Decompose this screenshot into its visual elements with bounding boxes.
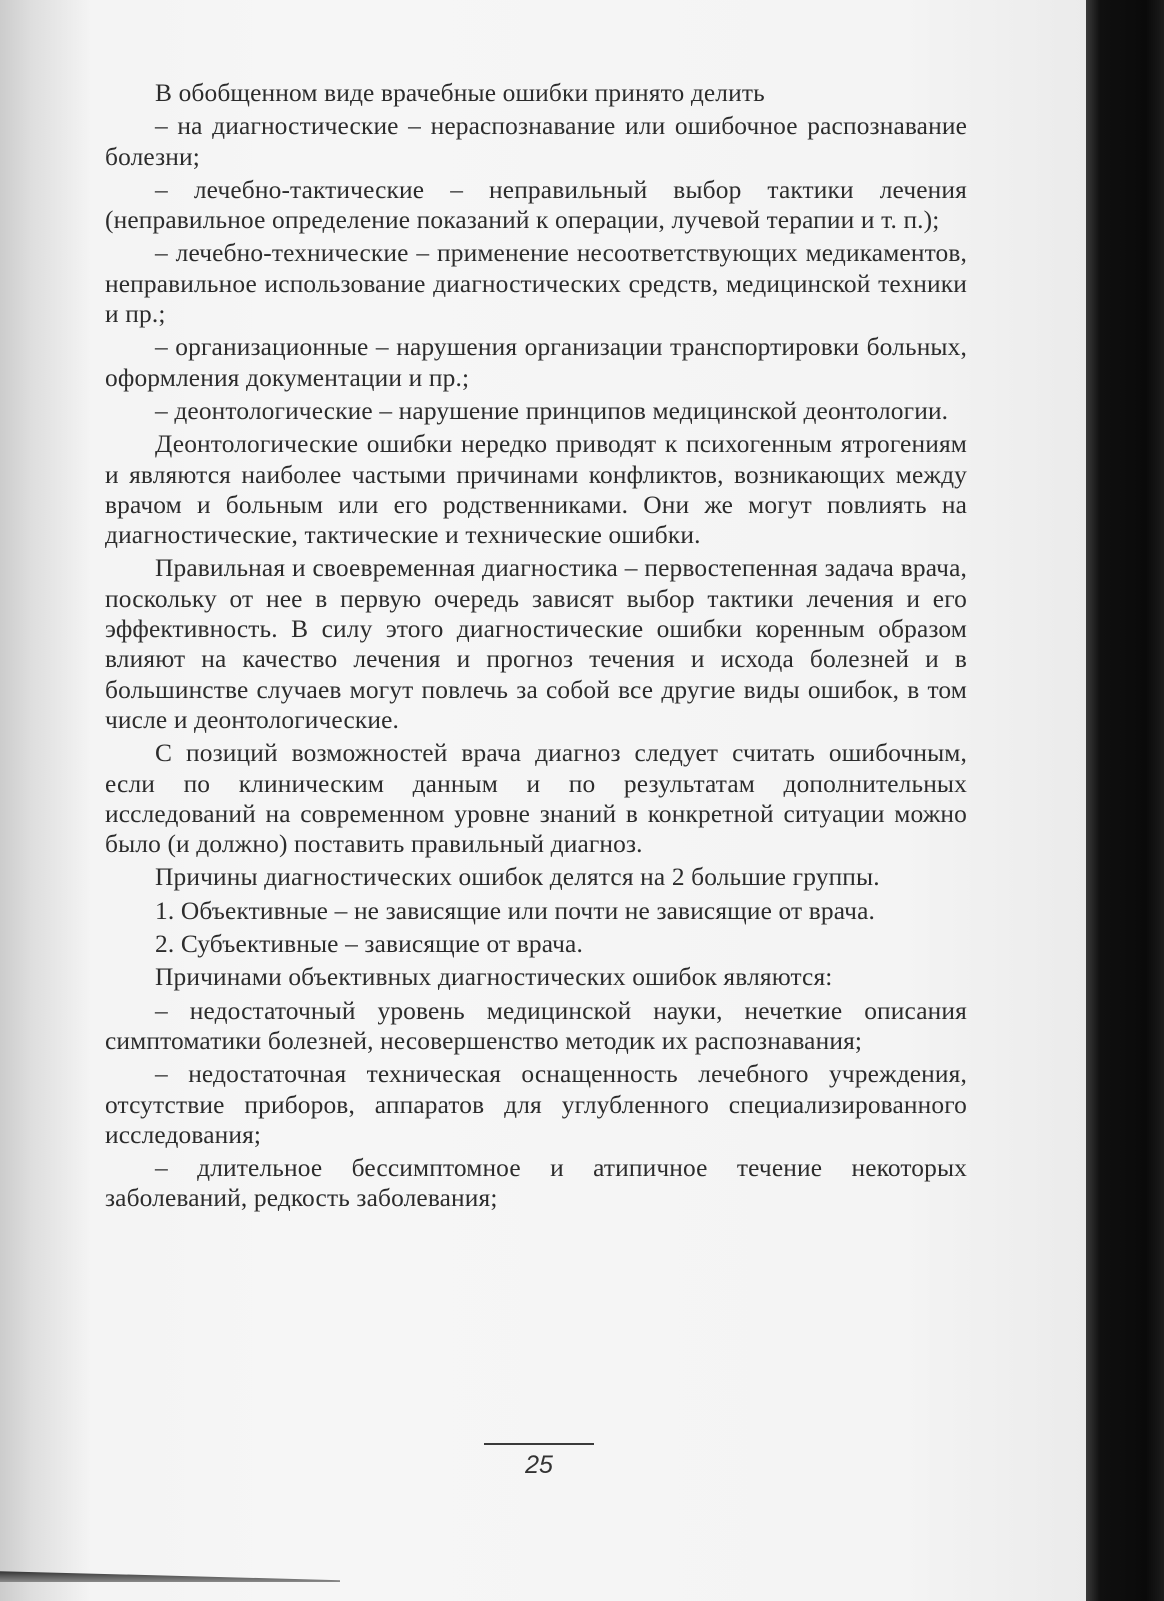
book-spine-edge <box>1086 0 1164 1601</box>
page-number: 25 <box>525 1451 553 1479</box>
paragraph: – лечебно-технические – применение несоответствующих медикаментов, неправильное использование диагностических средств, медицинской техники и пр.; <box>105 239 967 329</box>
page-gutter-shadow <box>0 0 90 1601</box>
paragraph: С позиций возможностей врача диагноз следует считать ошибочным, если по клиническим данным и по результатам дополнительных исследований на современном уровне знаний в конкретной ситуации можно было (и должно) поставить правильный диагноз. <box>105 739 967 859</box>
paragraph: Причины диагностических ошибок делятся на 2 большие группы. <box>155 863 880 892</box>
paragraph: Правильная и своевременная диагностика – первостепенная задача врача, поскольку от нее в первую очередь зависят выбор тактики лечения и его эффективность. В силу этого диагностические ошибки коренным образом влияют на качество лечения и прогноз течения и исхода болезней и в большинстве случаев могут повлечь за собой все другие виды ошибок, в том числе и деонтологические. <box>105 554 967 734</box>
paragraph: – деонтологические – нарушение принципов медицинской деонтологии. <box>155 396 949 425</box>
paragraph: – недостаточная техническая оснащенность лечебного учреждения, отсутствие приборов, аппаратов для углубленного специализированного исследования; <box>105 1060 967 1149</box>
paragraph: – длительное бессимптомное и атипичное течение некоторых заболеваний, редкость заболевания; <box>105 1154 967 1213</box>
paragraph: Причинами объективных диагностических ошибок являются: <box>155 963 833 992</box>
paragraph: – организационные – нарушения организации транспортировки больных, оформления документации и пр.; <box>105 333 967 392</box>
paragraph: – недостаточный уровень медицинской науки, нечеткие описания симптоматики болезней, несовершенство методик их распознавания; <box>105 996 967 1055</box>
paragraph: 2. Субъективные – зависящие от врача. <box>155 930 583 959</box>
paragraph: 1. Объективные – не зависящие или почти не зависящие от врача. <box>155 896 876 925</box>
paragraph: – на диагностические – нераспознавание или ошибочное распознавание болезни; <box>105 112 967 171</box>
paragraph: – лечебно-тактические – неправильный выбор тактики лечения (неправильное определение показаний к операции, лучевой терапии и т. п.); <box>105 175 967 235</box>
page-number-rule <box>484 1443 594 1445</box>
paragraph: Деонтологические ошибки нередко приводят к психогенным ятрогениям и являются наиболее частыми причинами конфликтов, возникающих между врачом и больным или его родственниками. Они же могут повлиять на диагностические, тактические и технические ошибки. <box>105 430 967 550</box>
page-body-text <box>105 78 967 1214</box>
paragraph: В обобщенном виде врачебные ошибки принято делить <box>155 79 765 107</box>
